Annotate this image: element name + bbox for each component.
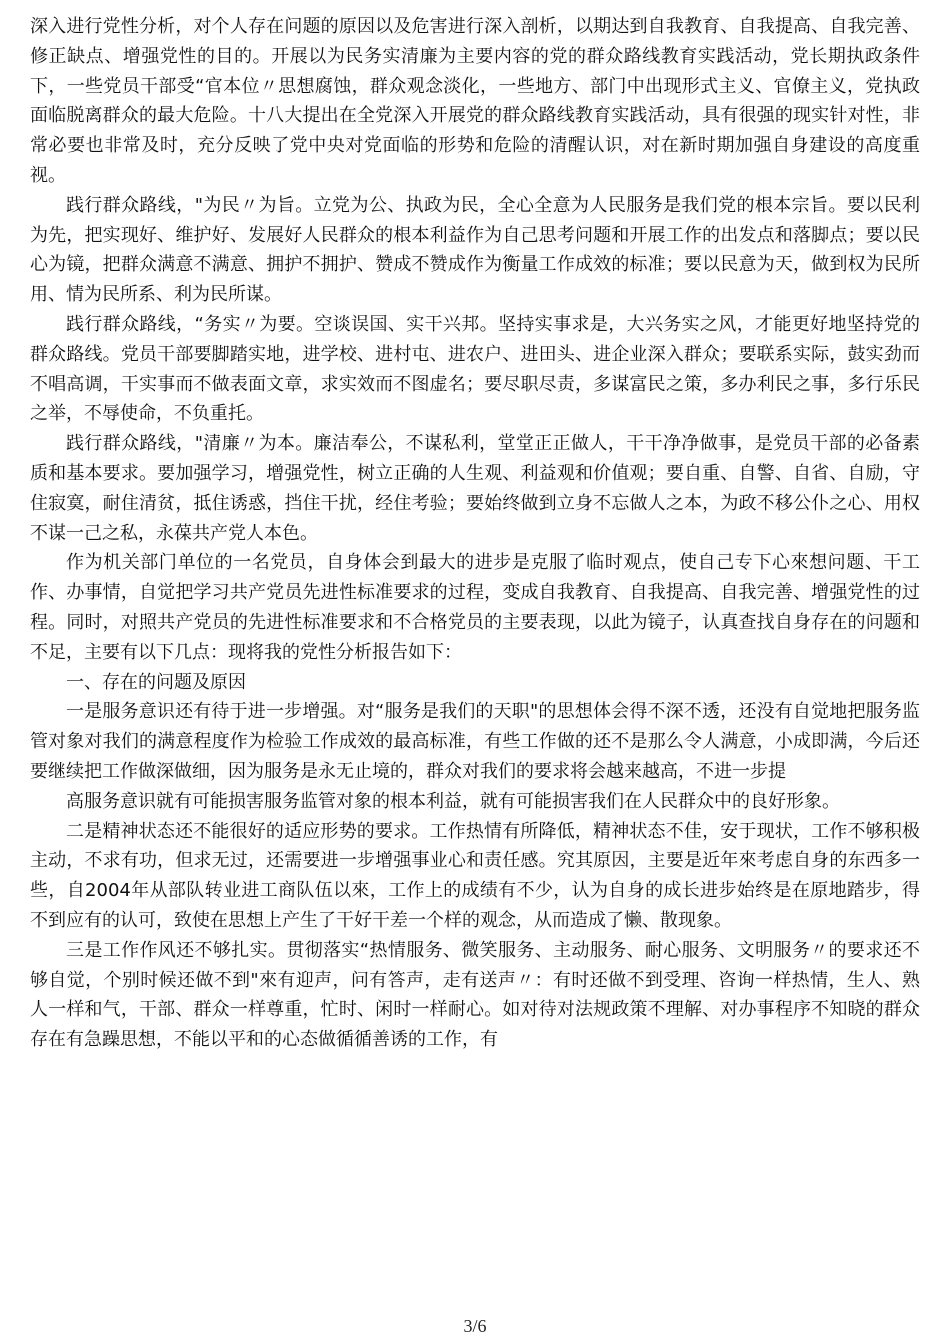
paragraph-self-reflection: 作为机关部门单位的一名党员，自身体会到最大的进步是克服了临时观点，使自己专下心來想问题、干工作、办事情，自觉把学习共产党员先进性标准要求的过程，变成自我教育、自我提高、自我完善、增强党性的过程。同时，对照共产党员的先进性标准要求和不合格党员的主要表现，以此为镜子，认真查找自身存在的问题和不足，主要有以下几点：现将我的党性分析报告如下： <box>30 552 920 663</box>
paragraph-serve-people: 践行群众路线，"为民〃为旨。立党为公、执政为民，全心全意为人民服务是我们党的根本宗旨。要以民利为先，把实现好、维护好、发展好人民群众的根本利益作为自己思考问题和开展工作的出发点和落脚点；要以民心为镜，把群众满意不满意、拥护不拥护、赞成不赞成作为衡量工作成效的标准；要以民意为天，做到权为民所用、情为民所系、利为民所谋。 <box>30 194 920 306</box>
paragraph-problem-one-continued: 高服务意识就有可能损害服务监管对象的根本利益，就有可能损害我们在人民群众中的良好形象。 <box>66 790 840 812</box>
paragraph-intro: 深入进行党性分析，对个人存在问题的原因以及危害进行深入剖析，以期达到自我教育、自我提高、自我完善、修正缺点、增强党性的目的。开展以为民务实清廉为主要内容的党的群众路线教育实践活动，党长期执政条件下，一些党员干部受“官本位〃思想腐蚀，群众观念淡化，一些地方、部门中出现形式主义、官僚主义，党执政面临脱离群众的最大危险。十八大提出在全党深入开展党的群众路线教育实践活动，具有很强的现实针对性，非常必要也非常及时，充分反映了党中央对党面临的形势和危险的清醒认识，对在新时期加强自身建设的高度重视。 <box>30 16 920 186</box>
paragraph-pragmatic: 践行群众路线，“务实〃为要。空谈误国、实干兴邦。坚持实事求是，大兴务实之风，才能更好地坚持党的群众路线。党员干部要脚踏实地，进学校、进村屯、进农户、进田头、进企业深入群众；要联系实际，鼓实劲而不唱高调，干实事而不做表面文章，求实效而不图虚名；要尽职尽责，多谋富民之策，多办利民之事，多行乐民之举，不辱使命，不负重托。 <box>30 313 920 425</box>
section-heading-problems: 一、存在的问题及原因 <box>66 671 246 693</box>
paragraph-problem-one: 一是服务意识还有待于进一步增强。对“服务是我们的天职"的思想体会得不深不透，还没有自觉地把服务监管对象对我们的满意程度作为检验工作成效的最高标准，有些工作做的还不是那么令人满意，小成即满，今后还要继续把工作做深做细，因为服务是永无止境的，群众对我们的要求将会越来越高，不进一步提 <box>30 701 920 782</box>
paragraph-integrity: 践行群众路线，"清廉〃为本。廉洁奉公，不谋私利，堂堂正正做人，干干净净做事，是党员干部的必备素质和基本要求。要加强学习，增强党性，树立正确的人生观、利益观和价值观；要自重、自警、自省、自励，守住寂寞，耐住清贫，抵住诱惑，挡住干扰，经住考验；要始终做到立身不忘做人之本，为政不移公仆之心、用权不谋一己之私，永葆共产党人本色。 <box>30 433 920 544</box>
document-page <box>30 12 920 1055</box>
paragraph-problem-three: 三是工作作风还不够扎实。贯彻落实“热情服务、微笑服务、主动服务、耐心服务、文明服务〃的要求还不够自觉，个别时候还做不到"來有迎声，问有答声，走有送声〃：有时还做不到受理、咨询一样热情，生人、熟人一样和气，干部、群众一样尊重，忙时、闲时一样耐心。如对待对法规政策不理解、对办事程序不知晓的群众存在有急躁思想，不能以平和的心态做循循善诱的工作，有 <box>30 939 920 1051</box>
paragraph-problem-two: 二是精神状态还不能很好的适应形势的要求。工作热情有所降低，精神状态不佳，安于现状，工作不够积极主动，不求有功，但求无过，还需要进一步增强事业心和责任感。究其原因，主要是近年來考虑自身的东西多一些，自2004年从部队转业进工商队伍以來，工作上的成绩有不少，认为自身的成长进步始终是在原地踏步，得不到应有的认可，致使在思想上产生了干好干差一个样的观念，从而造成了懒、散现象。 <box>30 820 920 931</box>
page-number: 3/6 <box>463 1316 487 1336</box>
